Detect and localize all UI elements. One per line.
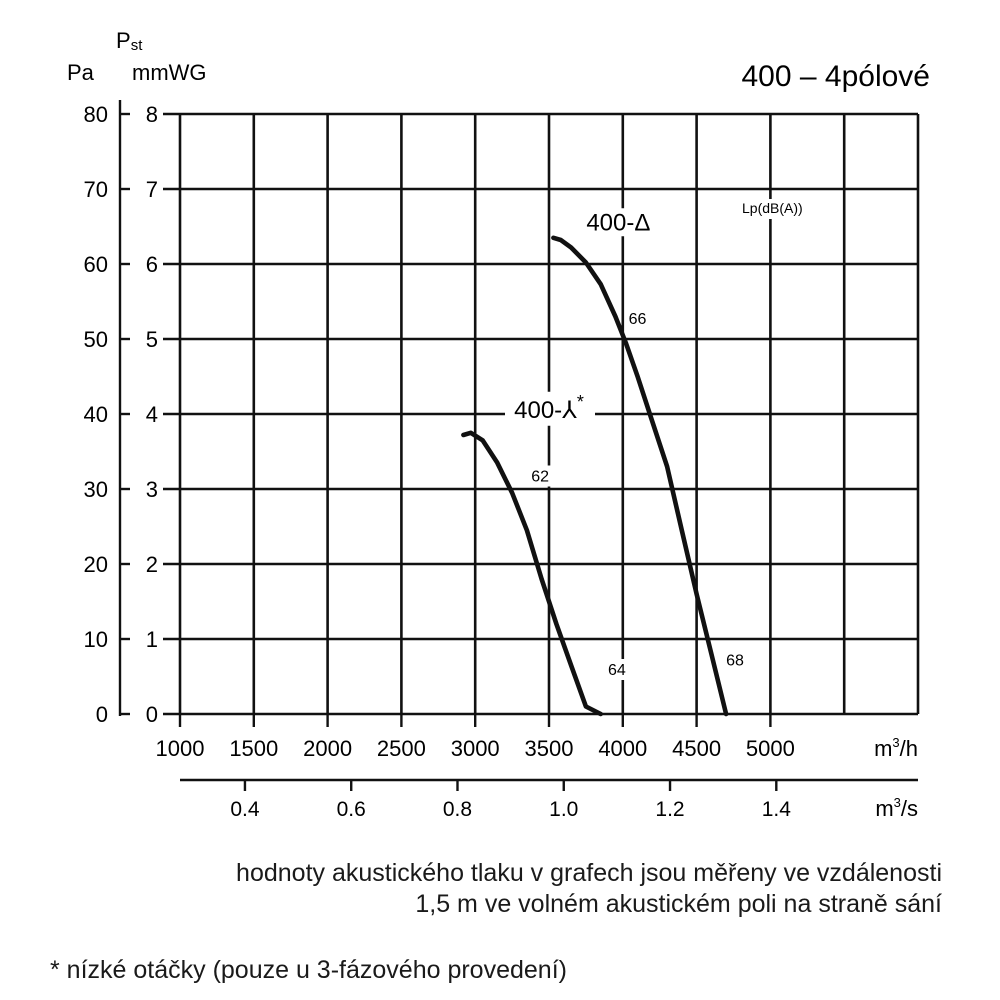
- mmwg-tick-label: 4: [145, 402, 158, 427]
- pa-tick-label: 30: [83, 477, 108, 502]
- mmwg-tick-label: 3: [145, 477, 158, 502]
- mmwg-tick-label: 5: [145, 327, 158, 352]
- m3s-tick-label: 0.4: [230, 798, 260, 821]
- m3h-tick-label: 5000: [745, 736, 795, 761]
- m3s-tick-label: 1.0: [549, 798, 579, 821]
- db-label: 66: [628, 311, 647, 328]
- m3s-tick-label: 0.8: [442, 798, 473, 821]
- m3s-tick-label: 1.4: [761, 798, 791, 821]
- db-label: 68: [726, 652, 744, 670]
- m3h-tick-label: 4500: [672, 736, 722, 761]
- pa-tick-label: 10: [83, 627, 108, 652]
- pst-symbol-label: Pst: [116, 28, 143, 54]
- lp-label: Lp(dB(A)): [742, 200, 803, 216]
- footnote: * nízké otáčky (pouze u 3-fázového provedení): [50, 956, 567, 984]
- m3h-tick-label: 3500: [524, 736, 574, 761]
- pa-tick-label: 40: [83, 402, 108, 427]
- acoustic-note: [236, 858, 942, 920]
- db-label: 64: [607, 662, 626, 679]
- m3h-unit-label: $m^3/h$: [874, 735, 918, 761]
- m3h-tick-label: 4000: [598, 736, 648, 761]
- m3s-tick-label: 0.6: [336, 798, 366, 821]
- mmwg-tick-label: 6: [145, 252, 158, 277]
- m3s-unit-label: $m^3/s$: [875, 795, 918, 821]
- acoustic-note-line1: hodnoty akustického tlaku v grafech jsou měřeny ve vzdálenosti: [236, 859, 942, 887]
- mmwg-unit-label: mmWG: [132, 60, 207, 85]
- m3h-tick-label: 1000: [155, 736, 205, 761]
- series-star-label: 400-⅄*: [514, 391, 584, 424]
- pa-tick-label: 80: [83, 102, 108, 127]
- pa-tick-label: 70: [83, 177, 108, 202]
- m3h-tick-label: 2500: [376, 736, 426, 761]
- chart-title: 400 – 4pólové: [741, 60, 930, 93]
- pa-tick-label: 0: [95, 702, 108, 727]
- mmwg-tick-label: 0: [145, 702, 158, 727]
- m3h-tick-label: 2000: [303, 736, 353, 761]
- db-label: 62: [531, 468, 550, 486]
- acoustic-note-line2: 1,5 m ve volném akustickém poli na straně sání: [415, 890, 942, 918]
- mmwg-tick-label: 1: [145, 627, 158, 652]
- series-delta-label: 400-Δ: [586, 209, 651, 237]
- mmwg-tick-label: 8: [145, 102, 158, 127]
- m3h-tick-label: 3000: [450, 736, 500, 761]
- pa-unit-label: Pa: [67, 60, 94, 85]
- chart-text-labels: [505, 60, 930, 680]
- chart-tick-labels: [67, 28, 918, 821]
- chart-curves: [463, 238, 726, 714]
- m3s-tick-label: 1.2: [655, 798, 685, 821]
- pa-tick-label: 50: [83, 327, 108, 352]
- mmwg-tick-label: 2: [145, 552, 158, 577]
- pa-tick-label: 20: [83, 552, 108, 577]
- mmwg-tick-label: 7: [145, 177, 158, 202]
- m3h-tick-label: 1500: [229, 736, 279, 761]
- pa-tick-label: 60: [83, 252, 108, 277]
